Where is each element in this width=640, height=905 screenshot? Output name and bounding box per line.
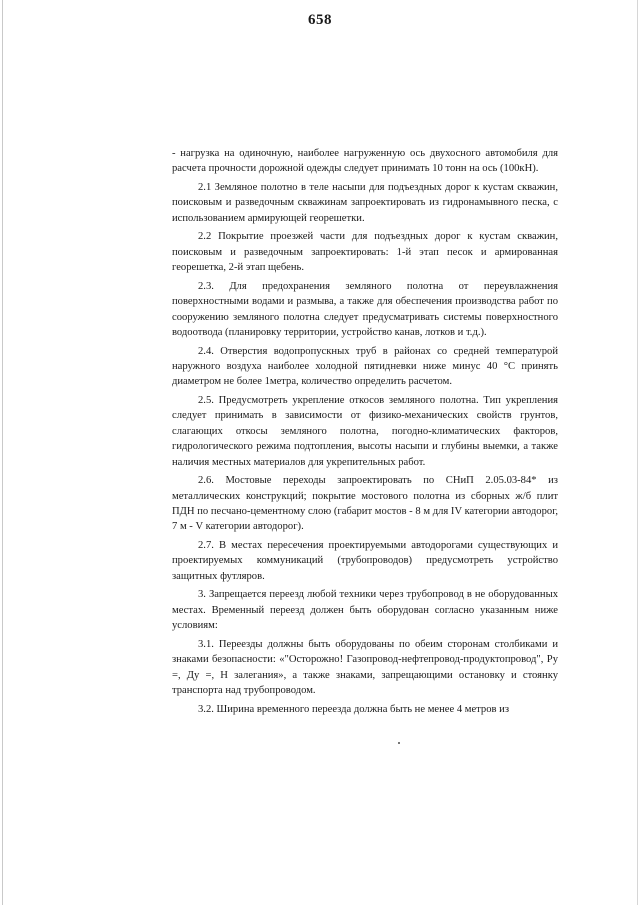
paragraph-load-note: - нагрузка на одиночную, наиболее нагруженную ось двухосного автомобиля для расчета прочности дорожной одежды следует принимать 10 тонн на ось (100кН). bbox=[172, 148, 558, 175]
paragraph-2-5: 2.5. Предусмотреть укрепление откосов земляного полотна. Тип укрепления следует принимать в зависимости от физико-механических свойств грунтов, слагающих откосы земляного полотна, погодно-климатических факторов, гидрологического режима подтопления, высоты насыпи и глубины выемки, а также наличия местных материалов для укрепительных работ. bbox=[172, 395, 558, 468]
paragraph-3: 3. Запрещается переезд любой техники через трубопровод в не оборудованных местах. Временный переезд должен быть оборудован согласно указанным ниже условиям: bbox=[172, 589, 558, 632]
scan-edge-left bbox=[2, 0, 3, 905]
paragraph-2-3: 2.3. Для предохранения земляного полотна от переувлажнения поверхностными водами и размыва, а также для обеспечения производства работ по сооружению земляного полотна следует предусматривать системы поверхностного водоотвода (планировку территории, устройство канав, лотков и т.д.). bbox=[172, 280, 558, 339]
paragraph-2-7: 2.7. В местах пересечения проектируемыми автодорогами существующих и проектируемых коммуникаций (трубопроводов) предусмотреть устройство защитных футляров. bbox=[172, 540, 558, 582]
scan-speck bbox=[398, 742, 400, 744]
paragraph-3-2: 3.2. Ширина временного переезда должна быть не менее 4 метров из bbox=[198, 703, 510, 715]
paragraph-3-1: 3.1. Переезды должны быть оборудованы по обеим сторонам столбиками и знаками безопасности: «"Осторожно! Газопровод-нефтепровод-продуктопровод", Ру =, Ду =, Н залегания», а также знаками, запрещающими остановку и стоянку транспорта над трубопроводом. bbox=[172, 638, 558, 697]
scan-edge-right bbox=[637, 0, 638, 905]
paragraph-2-1: 2.1 Земляное полотно в теле насыпи для подъездных дорог к кустам скважин, поисковым и разведочным скважинам запроектировать из гидронамывного песка, с использованием армирующей георешетки. bbox=[172, 182, 558, 224]
paragraph-2-4: 2.4. Отверстия водопропускных труб в районах со средней температурой наружного воздуха наиболее холодной пятидневки ниже минус 40 °C принять диаметром не более 1метра, количество определить расчетом. bbox=[172, 345, 558, 388]
paragraph-2-6: 2.6. Мостовые переходы запроектировать по СНиП 2.05.03-84* из металлических конструкций; покрытие мостового полотна из сборных ж/б плит ПДН по песчано-цементному слою (габарит мостов - 8 м для IV категории автодорог, 7 м - V категории автодорог). bbox=[172, 475, 558, 533]
paragraph-2-2: 2.2 Покрытие проезжей части для подъездных дорог к кустам скважин, поисковым и разведочным запроектировать: 1-й этап песок и армированная георешетка, 2-й этап щебень. bbox=[172, 231, 558, 274]
document-body bbox=[172, 146, 558, 720]
page-number: 658 bbox=[308, 12, 332, 28]
